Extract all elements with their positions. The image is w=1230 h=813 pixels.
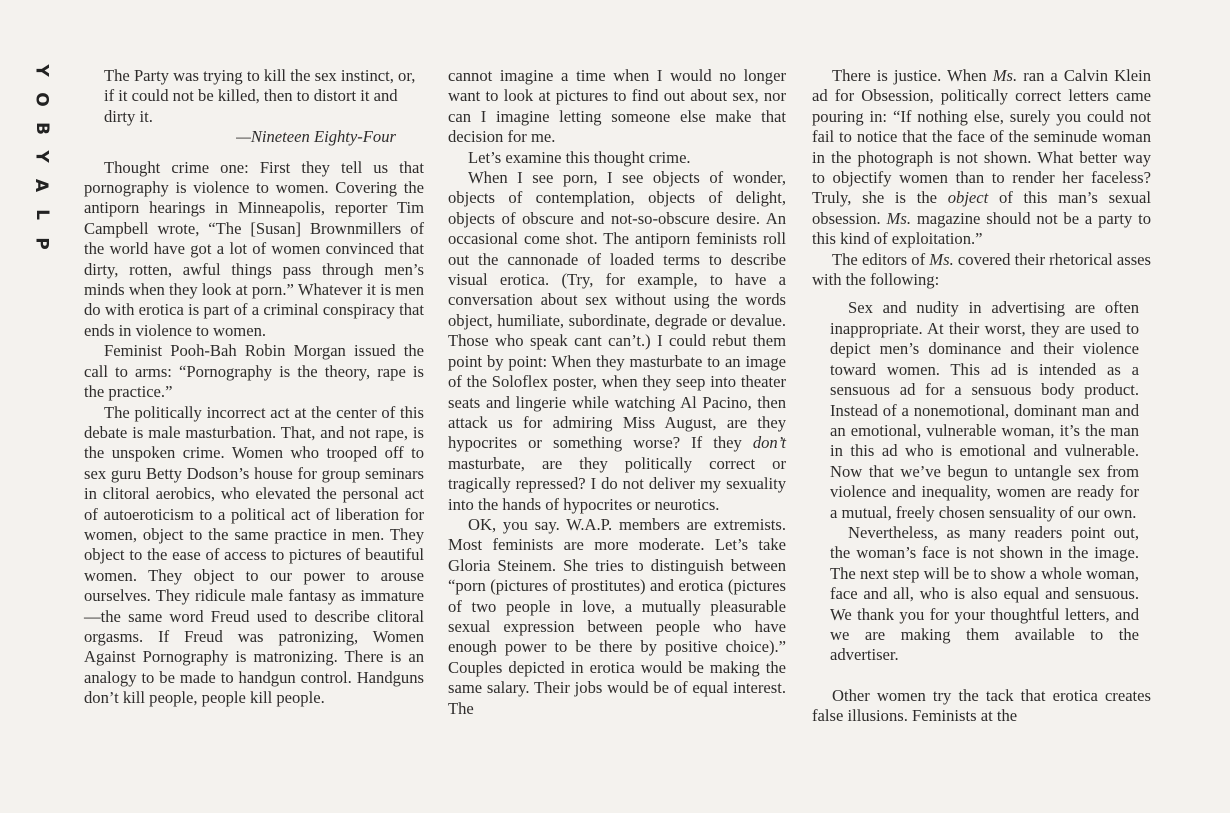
masthead-letter: A	[31, 179, 52, 193]
masthead-letter: L	[31, 209, 52, 221]
masthead-letter: B	[31, 121, 52, 135]
paragraph: The editors of Ms. covered their rhetorical asses with the following:	[812, 249, 1151, 290]
paragraph: The politically incorrect act at the center of this debate is male masturbation. That, and not rape, is the unspoken crime. Women who trooped off to sex guru Betty Dodson’s house for group seminars in clitoral aerobics, who elevated the personal act of autoeroticism to a political act of liberation for women, object to the same practice in men. They object to the ease of access to pictures of beautiful women. They object to our power to arouse ourselves. They ridicule male fantasy as immature—the same word Freud used to describe clitoral orgasms. If Freud was patronizing, Women Against Pornography is matronizing. There is an analogy to be made to handgun control. Handguns don’t kill people, people kill people.	[84, 402, 424, 708]
masthead-letter: P	[31, 237, 52, 250]
paragraph: Feminist Pooh-Bah Robin Morgan issued the call to arms: “Pornography is the theory, rape is the practice.”	[84, 341, 424, 402]
paragraph: OK, you say. W.A.P. members are extremists. Most feminists are more moderate. Let’s take Gloria Steinem. She tries to distinguish between “porn (pictures of prostitutes) and erotica (pictures of two people in love, a mutually pleasurable sexual expression between people who have enough power to be there by positive choice).” Couples depicted in erotica would be making the same salary. Their jobs would be of equal interest. The	[448, 514, 786, 718]
paragraph: Let’s examine this thought crime.	[468, 147, 691, 167]
paragraph: Other women try the tack that erotica creates false illusions. Feminists at the	[812, 685, 1151, 726]
article-column-2	[448, 66, 786, 719]
masthead-letter: Y	[31, 64, 52, 77]
quote-paragraph: Sex and nudity in advertising are often inappropriate. At their worst, they are used to depict men’s dominance and their violence toward women. This ad is intended as a sensuous ad for a sensuous body product. Instead of a nonemotional, dominant man and an emotional, vulnerable woman, it’s the man in this ad who is emotional and vulnerable. Now that we’ve begun to untangle sex from violence and inequality, women are ready for a mutual, freely chosen sensuality of our own.	[830, 298, 1139, 522]
block-quote	[830, 298, 1139, 665]
playboy-vertical-masthead	[27, 62, 55, 252]
paragraph: cannot imagine a time when I would no longer want to look at pictures to find out about sex, nor can I imagine letting someone else make that decision for me.	[448, 66, 786, 147]
masthead-letter: Y	[31, 150, 52, 164]
epigraph	[104, 66, 424, 148]
paragraph: Thought crime one: First they tell us that pornography is violence to women. Covering the antiporn hearings in Minneapolis, reporter Tim Campbell wrote, “The [Susan] Brownmillers of the world have got a lot of women convinced that dirty, rotten, awful things pass through men’s minds when they look at porn.” Whatever it is men do with erotica is part of a criminal conspiracy that ends in violence to women.	[84, 157, 424, 340]
epigraph-text: The Party was trying to kill the sex instinct, or, if it could not be killed, then to distort it and dirty it.	[104, 66, 416, 126]
article-column-1	[84, 66, 424, 709]
quote-paragraph: Nevertheless, as many readers point out, the woman’s face is not shown in the image. The next step will be to show a whole woman, face and all, who is also equal and sensuous. We thank you for your thoughtful letters, and we are making them available to the advertiser.	[830, 522, 1139, 665]
paragraph: There is justice. When Ms. ran a Calvin Klein ad for Obsession, politically correct letters came pouring in: “If nothing else, surely you could not fail to notice that the face of the seminude woman in the photograph is not shown. What better way to objectify women than to render her faceless? Truly, she is the object of this man’s sexual obsession. Ms. magazine should not be a party to this kind of exploitation.”	[812, 66, 1151, 249]
masthead-letter: O	[31, 92, 52, 107]
paragraph: When I see porn, I see objects of wonder, objects of contemplation, objects of delight, objects of obscure and not-so-obscure desire. An occasional come shot. The antiporn feminists roll out the cannonade of loaded terms to describe visual erotica. (Try, for example, to have a conversation about sex without using the words object, humiliate, subordinate, degrade or devalue. Those who speak cant can’t.) I could rebut them point by point: When they masturbate to an image of the Soloflex poster, when they seep into theater seats and lingerie while watching Al Pacino, then attack us for admiring Miss August, are they hypocrites or something worse? If they don’t masturbate, are they politically correct or tragically repressed? I do not deliver my sexuality into the hands of hypocrites or neurotics.	[448, 168, 786, 514]
article-column-3	[812, 66, 1151, 727]
epigraph-attribution: —Nineteen Eighty-Four	[236, 127, 396, 147]
